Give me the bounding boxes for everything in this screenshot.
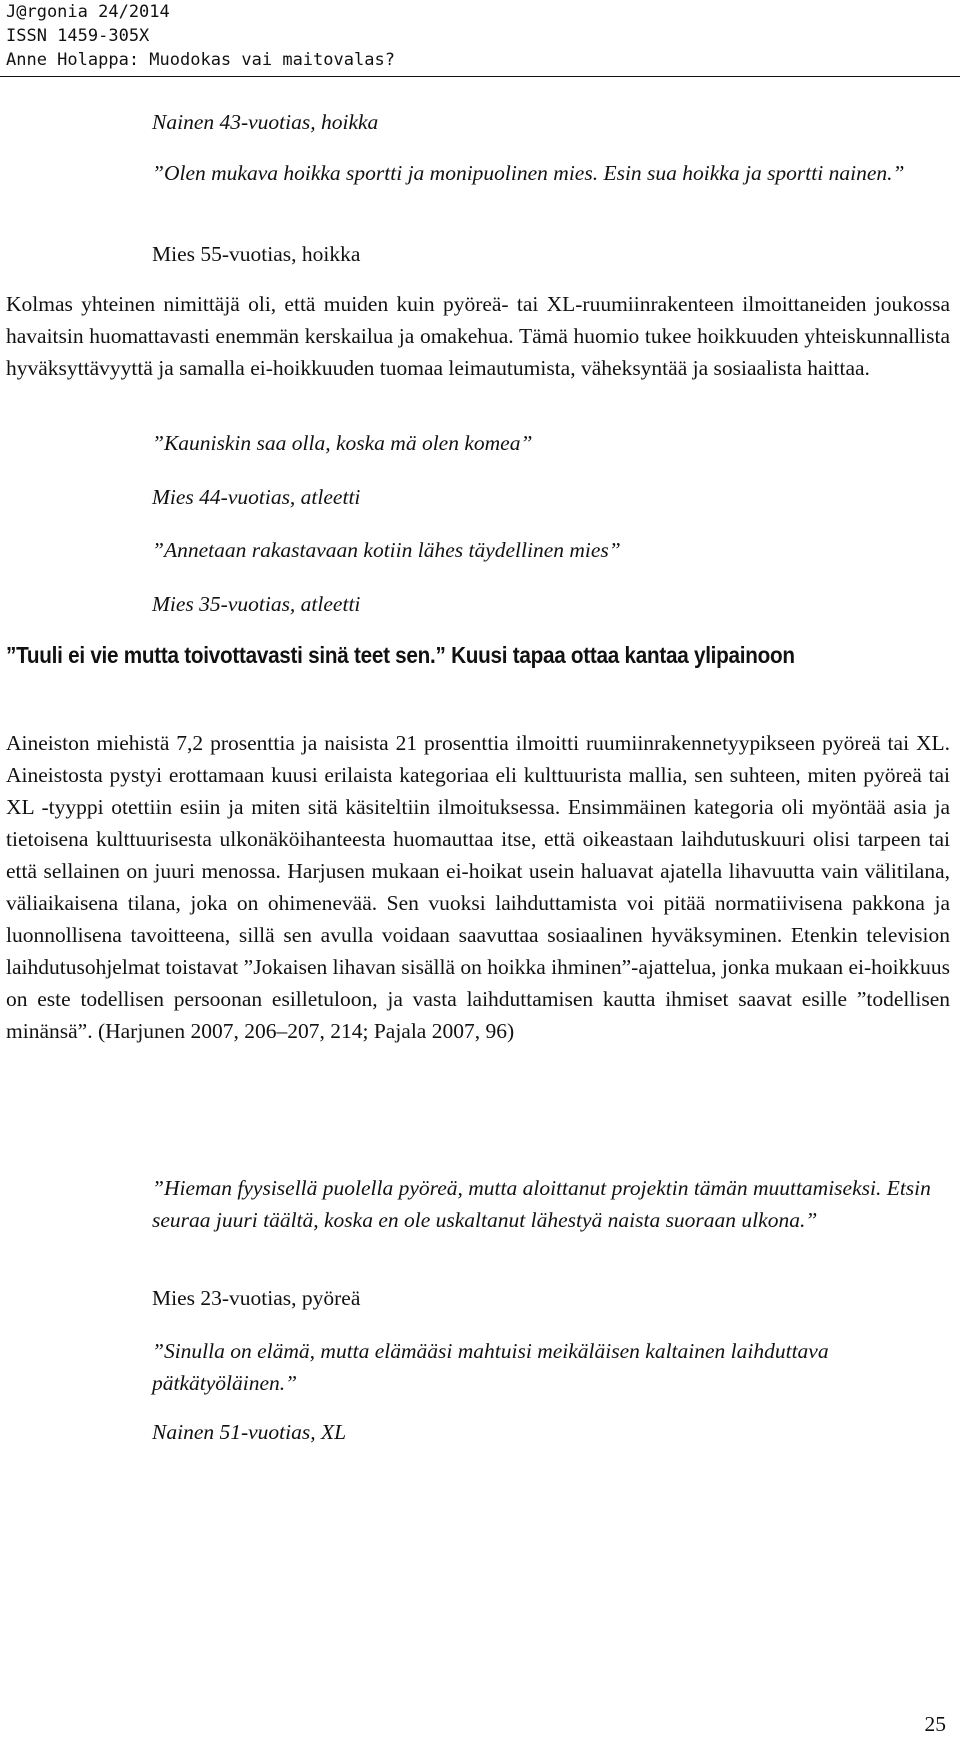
attribution: Mies 55-vuotias, hoikka xyxy=(152,242,361,266)
quote: ”Hieman fyysisellä puolella pyöreä, mutta aloittanut projektin tämän muuttamiseksi. Etsin seuraa juuri täältä, koska en ole uskaltanut lähestyä naista suoraan ulkona.” xyxy=(152,1176,931,1232)
quote: ”Olen mukava hoikka sportti ja monipuolinen mies. Esin sua hoikka ja sportti nainen.” xyxy=(152,161,905,185)
section-heading: ”Tuuli ei vie mutta toivottavasti sinä teet sen.” Kuusi tapaa ottaa kantaa ylipainoon xyxy=(6,642,795,668)
attribution: Nainen 51-vuotias, XL xyxy=(152,1420,347,1444)
body-paragraph: Kolmas yhteinen nimittäjä oli, että muiden kuin pyöreä- tai XL-ruumiinrakenteen ilmoittaneiden joukossa havaitsin huomattavasti enemmän kerskailua ja omakehua. Tämä huomio tukee hoikkuuden yhteiskunnallista hyväksyttävyyttä ja samalla ei-hoikkuuden tuomaa leimautumista, väheksyntää ja sosiaalista haittaa. xyxy=(6,292,950,380)
quote: ”Kauniskin saa olla, koska mä olen komea” xyxy=(152,431,533,455)
issn: ISSN 1459-305X xyxy=(6,26,150,46)
attribution: Mies 44-vuotias, atleetti xyxy=(152,485,361,509)
header-rule xyxy=(0,76,960,77)
body-paragraph: Aineiston miehistä 7,2 prosenttia ja naisista 21 prosenttia ilmoitti ruumiinrakennetyypikseen pyöreä tai XL. Aineistosta pystyi erottamaan kuusi erilaista kategoriaa eli kulttuurista mallia, sen suhteen, miten pyöreä tai XL -tyyppi otettiin esiin ja miten sitä käsiteltiin ilmoituksessa. Ensimmäinen kategoria oli myöntää asia ja tietoisena kulttuurisesta ulkonäköihanteesta huomauttaa itse, että oikeastaan laihdutuskuuri olisi tarpeen tai että sellainen on juuri menossa. Harjusen mukaan ei-hoikat usein haluavat ajatella lihavuutta vain välitilana, väliaikaisena tilana, joka on ohimenevää. Sen vuoksi laihduttamista voi pitää normatiivisena pakkona ja luonnollisena tavoitteena, sillä sen avulla voidaan saavuttaa sosiaalinen hyväksyminen. Etenkin television laihdutusohjelmat toistavat ”Jokaisen lihavan sisällä on hoikka ihminen”-ajattelua, jonka mukaan ei-hoikkuus on este todellisen persoonan esilletuloon, ja vasta laihduttamisen kautta ihmiset saavat esille ”todellisen minänsä”. (Harjunen 2007, 206–207, 214; Pajala 2007, 96) xyxy=(6,731,950,1043)
article-title: Anne Holappa: Muodokas vai maitovalas? xyxy=(6,50,395,70)
journal-title: J@rgonia 24/2014 xyxy=(6,2,170,22)
quote: ”Sinulla on elämä, mutta elämääsi mahtuisi meikäläisen kaltainen laihduttava pätkätyöläinen.” xyxy=(152,1339,829,1395)
running-header xyxy=(6,0,395,72)
quote: ”Annetaan rakastavaan kotiin lähes täydellinen mies” xyxy=(152,538,621,562)
attribution: Nainen 43-vuotias, hoikka xyxy=(152,110,379,134)
page-number: 25 xyxy=(924,1712,946,1736)
attribution: Mies 23-vuotias, pyöreä xyxy=(152,1286,361,1310)
attribution: Mies 35-vuotias, atleetti xyxy=(152,592,361,616)
